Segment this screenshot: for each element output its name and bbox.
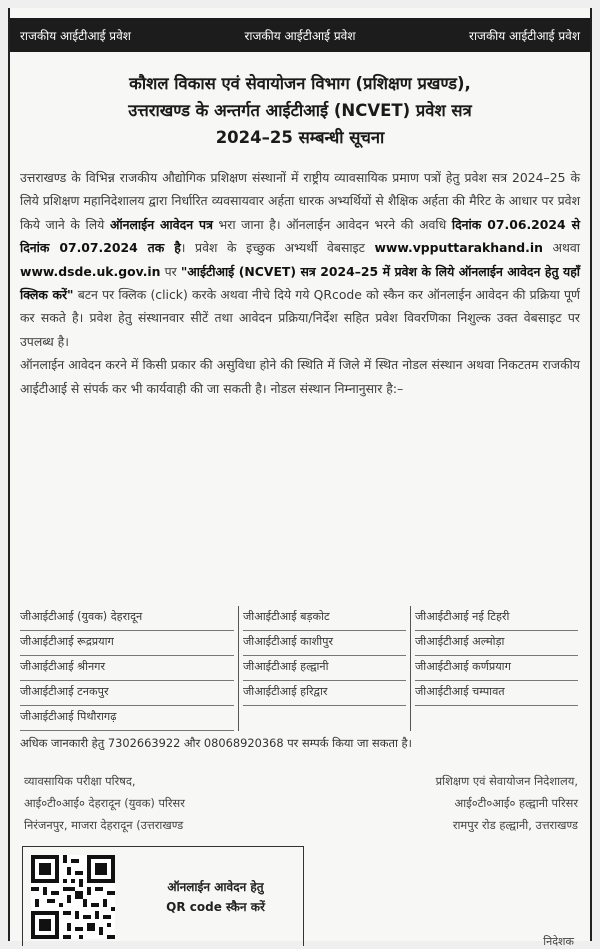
text-run: पर [160,263,181,279]
address-line: प्रशिक्षण एवं सेवायोजन निदेशालय, [435,774,578,788]
nodal-center: जीआईटीआई अल्मोड़ा [415,631,578,656]
nodal-center: जीआईटीआई बड़कोट [243,606,406,631]
address-right [436,770,578,836]
contact-line: अधिक जानकारी हेतु 7302663922 और 08068920368 पर सम्पर्क किया जा सकता है। [20,736,412,750]
qr-code-icon[interactable] [31,855,115,939]
text-run: भरा जाना है। ऑनलाईन आवेदन भरने की अवधि [212,216,452,232]
nodal-column [410,606,582,731]
header-band-text: राजकीय आईटीआई प्रवेश [244,28,356,43]
nodal-center: जीआईटीआई नई टिहरी [415,606,578,631]
qr-caption-line: ऑनलाईन आवेदन हेतु [167,880,264,894]
nodal-column [20,606,238,731]
address-line: निरंजनपुर, माजरा देहरादून (उत्तराखण्ड [24,818,184,832]
application-dates: दिनांक 07.06.2024 से दिनांक 07.07.2024 तक है [20,216,580,256]
nodal-centers-table [20,606,582,730]
address-line: रामपुर रोड हल्द्वानी, उत्तराखण्ड [452,818,578,832]
nodal-center: जीआईटीआई हरिद्वार [243,681,406,706]
qr-box [22,846,304,946]
paragraph-assistance: ऑनलाईन आवेदन करने में किसी प्रकार की असुविधा होने की स्थिति में जिले में स्थित नोडल संस्थान अथवा निकटतम राजकीय आईटीआई से संपर्क कर भी कार्यवाही की जा सकती है। नोडल संस्थान निम्नानुसार है:– [20,357,580,396]
bold-run: ऑनलाईन आवेदन पत्र [109,216,213,232]
nodal-center: जीआईटीआई कर्णप्रयाग [415,656,578,681]
nodal-center: जीआईटीआई काशीपुर [243,631,406,656]
text-run: । प्रवेश के इच्छुक अभ्यर्थी वेबसाइट [180,240,375,256]
heading-line: उत्तराखण्ड के अन्तर्गत आईटीआई (NCVET) प्रवेश सत्र [128,101,472,120]
header-band-text: राजकीय आईटीआई प्रवेश [469,28,580,43]
qr-caption-line: QR code स्कैन करें [166,900,265,914]
nodal-column [238,606,410,731]
header-band [10,18,590,52]
text-run: अथवा [542,240,580,256]
paragraph-admission [20,166,580,353]
website-link-1[interactable]: www.vpputtarakhand.in [374,240,543,256]
header-band-text: राजकीय आईटीआई प्रवेश [20,28,131,43]
website-link-2[interactable]: www.dsde.uk.gov.in [20,263,161,279]
notice-body [20,166,580,400]
notice-heading [10,70,590,151]
nodal-center: जीआईटीआई (युवक) देहरादून [20,606,234,631]
text-run: उत्तराखण्ड के विभिन्न राजकीय औद्योगिक प्रशिक्षण संस्थानों में राष्ट्रीय व्यावसायिक प्रमाण पत्रों हेतु प्रवेश सत्र 2024–25 के लिये प्रशिक्षण महानिदेशालय द्वारा निर्धारित व्यवसायवार अर्हता धारक अभ्यर्थियों से शैक्षिक अर्हता की मैरिट के आधार पर प्रवेश किये जाने के लिये [20,170,580,232]
nodal-center: जीआईटीआई चम्पावत [415,681,578,706]
qr-caption [133,877,298,917]
address-line: व्यावसायिक परीक्षा परिषद, [24,774,136,788]
nodal-center: जीआईटीआई टनकपुर [20,681,234,706]
heading-line: कौशल विकास एवं सेवायोजन विभाग (प्रशिक्षण प्रखण्ड), [129,74,471,93]
nodal-center: जीआईटीआई श्रीनगर [20,656,234,681]
apply-button-label: "आईटीआई (NCVET) सत्र 2024–25 में प्रवेश के लिये ऑनलाईन आवेदन हेतु यहाँ क्लिक करें" [20,263,581,303]
text-run: बटन पर क्लिक (click) करके अथवा नीचे दिये गये QRcode को स्कैन कर ऑनलाईन आवेदन की प्रक्रिया पूर्ण कर सकते है। प्रवेश हेतु संस्थानवार सीटें तथा आवेदन प्रक्रिया/निर्देश सहित प्रवेश विवरणिका निशुल्क उक्त वेबसाइट पर उपलब्ध है। [20,287,580,349]
nodal-center: जीआईटीआई हल्द्वानी [243,656,406,681]
heading-line: 2024–25 सम्बन्धी सूचना [215,128,385,147]
address-line: आई०टी०आई० देहरादून (युवक) परिसर [24,796,185,810]
nodal-center: जीआईटीआई रूद्रप्रयाग [20,631,234,656]
address-left [24,770,185,836]
notice-page [8,8,592,948]
address-line: आई०टी०आई० हल्द्वानी परिसर [454,796,578,810]
nodal-center: जीआईटीआई पिथौरागढ़ [20,706,234,731]
signature: निदेशक [543,935,574,948]
